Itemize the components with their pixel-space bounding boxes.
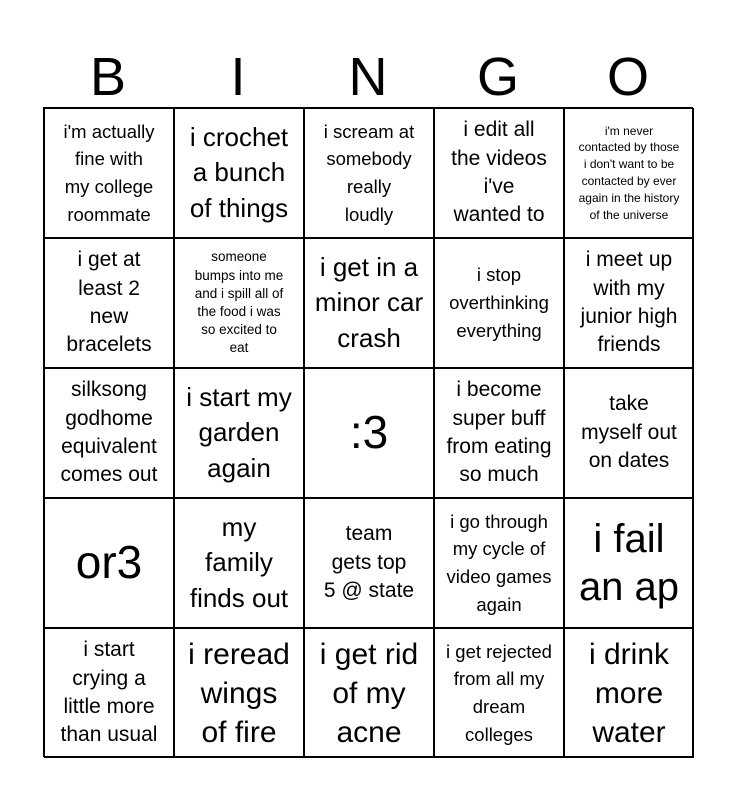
cell-text: :3 [349, 406, 389, 459]
bingo-cell-r4-c1[interactable] [44, 498, 174, 628]
bingo-cell-r2-c2[interactable] [174, 238, 304, 368]
cell-text: or3 [75, 536, 143, 589]
bingo-cell-r2-c3[interactable] [304, 238, 434, 368]
bingo-cell-r4-c4[interactable] [434, 498, 564, 628]
bingo-cell-r4-c2[interactable] [174, 498, 304, 628]
bingo-cell-r1-c2[interactable] [174, 108, 304, 238]
bingo-cell-r2-c4[interactable] [434, 238, 564, 368]
bingo-cell-r4-c5[interactable] [564, 498, 694, 628]
cell-text: i become super buff from eating so much [446, 378, 552, 487]
bingo-cell-r3-c4[interactable] [434, 368, 564, 498]
cell-text: i'm actually fine with my college roommate [63, 120, 155, 225]
bingo-cell-r1-c5[interactable] [564, 108, 694, 238]
cell-text: take myself out on dates [581, 392, 677, 473]
bingo-cell-r5-c2[interactable] [174, 628, 304, 758]
cell-text: someone bumps into me and i spill all of the food i was so excited to eat [194, 249, 284, 356]
cell-text: i scream at somebody really loudly [323, 120, 415, 225]
cell-text: team gets top 5 @ state [323, 522, 415, 603]
cell-text: i go through my cycle of video games again [446, 510, 552, 615]
cell-text: i get rejected from all my dream colleges [446, 640, 552, 745]
cell-text: i meet up with my junior high friends [580, 248, 678, 357]
bingo-cell-r5-c5[interactable] [564, 628, 694, 758]
bingo-cell-r2-c5[interactable] [564, 238, 694, 368]
header-letter-n: N [348, 47, 388, 107]
header-letter-b: B [89, 47, 127, 107]
cell-text: i edit all the videos i've wanted to [451, 118, 547, 227]
header-letter-g: G [476, 47, 519, 107]
bingo-header [43, 42, 693, 108]
header-letter-o: O [606, 47, 649, 107]
bingo-cell-r3-c2[interactable] [174, 368, 304, 498]
bingo-cell-r1-c4[interactable] [434, 108, 564, 238]
cell-text: i start crying a little more than usual [60, 638, 158, 747]
bingo-cell-r1-c3[interactable] [304, 108, 434, 238]
bingo-cell-r5-c1[interactable] [44, 628, 174, 758]
cell-text: i get in a minor car crash [314, 251, 424, 353]
bingo-cell-r5-c4[interactable] [434, 628, 564, 758]
bingo-cell-r1-c1[interactable] [44, 108, 174, 238]
cell-text: silksong godhome equivalent comes out [60, 378, 158, 487]
bingo-cell-free-space[interactable] [304, 368, 434, 498]
cell-text: i get rid of my acne [319, 637, 419, 749]
cell-text: i crochet a bunch of things [189, 121, 289, 223]
cell-text: i start my garden again [186, 381, 292, 483]
bingo-cell-r3-c5[interactable] [564, 368, 694, 498]
cell-text: i drink more water [588, 637, 670, 749]
cell-text: i stop overthinking everything [449, 264, 549, 341]
bingo-cell-r4-c3[interactable] [304, 498, 434, 628]
bingo-cell-r2-c1[interactable] [44, 238, 174, 368]
cell-text: i'm never contacted by those i don't want to be contacted by ever again in the history of the universe [578, 123, 680, 222]
bingo-cell-r5-c3[interactable] [304, 628, 434, 758]
cell-text: i fail an ap [578, 517, 680, 609]
cell-text: i get at least 2 new bracelets [66, 248, 152, 357]
bingo-board [43, 107, 693, 757]
bingo-cell-r3-c1[interactable] [44, 368, 174, 498]
header-letter-i: I [230, 47, 246, 107]
cell-text: my family finds out [189, 511, 289, 613]
cell-text: i reread wings of fire [188, 637, 290, 749]
